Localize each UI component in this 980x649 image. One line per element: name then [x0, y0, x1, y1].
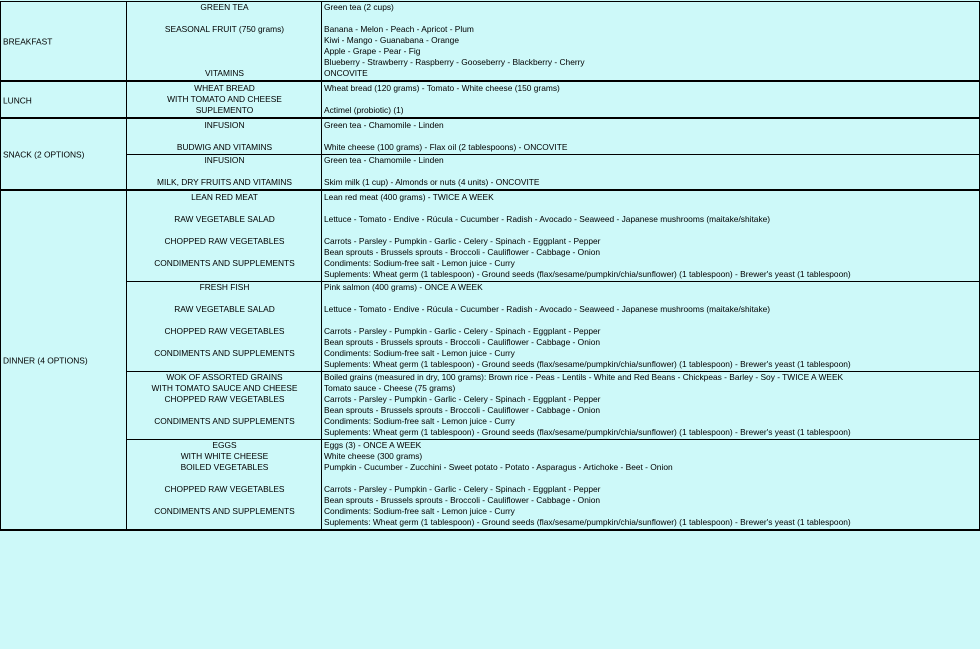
meal-name: SNACK (2 OPTIONS) [3, 149, 85, 160]
item-label: LEAN RED MEAT [191, 192, 258, 202]
item-label: WITH TOMATO SAUCE AND CHEESE [151, 383, 298, 393]
item-detail: White cheese (300 grams) [324, 451, 423, 461]
item-detail: Pumpkin - Cucumber - Zucchini - Sweet potato - Potato - Asparagus - Artichoke - Beet - Onion [324, 462, 673, 472]
item-label: BOILED VEGETABLES [180, 462, 269, 472]
item-detail: Condiments: Sodium-free salt - Lemon juice - Curry [324, 348, 515, 358]
item-label: MILK, DRY FRUITS AND VITAMINS [157, 177, 292, 187]
item-label: EGGS [212, 440, 237, 450]
item-detail: Actimel (probiotic) (1) [324, 105, 404, 115]
item-detail: Suplements: Wheat germ (1 tablespoon) - Ground seeds (flax/sesame/pumpkin/chia/sunflower) (1 tablespoon) - Brewer's yeast (1 tablespoon) [324, 517, 851, 527]
item-label: INFUSION [204, 155, 245, 165]
item-label: CHOPPED RAW VEGETABLES [164, 326, 285, 336]
item-detail: Carrots - Parsley - Pumpkin - Garlic - Celery - Spinach - Eggplant - Pepper [324, 394, 601, 404]
meal-separator-double [0, 81, 980, 82]
item-label: CHOPPED RAW VEGETABLES [164, 236, 285, 246]
item-label: WHEAT BREAD [194, 83, 255, 93]
item-label: CONDIMENTS AND SUPPLEMENTS [154, 506, 295, 516]
item-detail: Green tea - Chamomile - Linden [324, 120, 444, 130]
item-detail: Bean sprouts - Brussels sprouts - Broccoli - Cauliflower - Cabbage - Onion [324, 337, 601, 347]
item-detail: Carrots - Parsley - Pumpkin - Garlic - Celery - Spinach - Eggplant - Pepper [324, 326, 601, 336]
item-label: GREEN TEA [200, 2, 249, 12]
item-detail: Skim milk (1 cup) - Almonds or nuts (4 units) - ONCOVITE [324, 177, 540, 187]
meal-name: DINNER (4 OPTIONS) [3, 355, 88, 366]
item-label: INFUSION [204, 120, 245, 130]
item-label: RAW VEGETABLE SALAD [174, 214, 275, 224]
left-border [0, 1, 1, 531]
item-label: CONDIMENTS AND SUPPLEMENTS [154, 348, 295, 358]
item-detail: Carrots - Parsley - Pumpkin - Garlic - Celery - Spinach - Eggplant - Pepper [324, 484, 601, 494]
item-label: SEASONAL FRUIT (750 grams) [164, 24, 285, 34]
item-detail: Condiments: Sodium-free salt - Lemon juice - Curry [324, 506, 515, 516]
item-detail: Green tea - Chamomile - Linden [324, 155, 444, 165]
item-detail: Lean red meat (400 grams) - TWICE A WEEK [324, 192, 494, 202]
item-detail: Bean sprouts - Brussels sprouts - Broccoli - Cauliflower - Cabbage - Onion [324, 405, 601, 415]
item-label: WITH WHITE CHEESE [180, 451, 269, 461]
item-detail: Wheat bread (120 grams) - Tomato - White cheese (150 grams) [324, 83, 560, 93]
item-detail: Carrots - Parsley - Pumpkin - Garlic - Celery - Spinach - Eggplant - Pepper [324, 236, 601, 246]
item-label: WOK OF ASSORTED GRAINS [166, 372, 283, 382]
item-label: VITAMINS [205, 68, 244, 78]
item-label: BUDWIG AND VITAMINS [176, 142, 273, 152]
item-label: RAW VEGETABLE SALAD [174, 304, 275, 314]
meal-separator-double [0, 118, 980, 119]
item-detail: Apple - Grape - Pear - Fig [324, 46, 421, 56]
item-detail: Condiments: Sodium-free salt - Lemon juice - Curry [324, 258, 515, 268]
item-detail: Tomato sauce - Cheese (75 grams) [324, 383, 456, 393]
item-detail: Blueberry - Strawberry - Raspberry - Gooseberry - Blackberry - Cherry [324, 57, 585, 67]
item-label: CHOPPED RAW VEGETABLES [164, 394, 285, 404]
item-detail: Condiments: Sodium-free salt - Lemon juice - Curry [324, 416, 515, 426]
item-label: SUPLEMENTO [195, 105, 254, 115]
item-label: CONDIMENTS AND SUPPLEMENTS [154, 258, 295, 268]
item-label: CONDIMENTS AND SUPPLEMENTS [154, 416, 295, 426]
item-detail: Lettuce - Tomato - Endive - Rúcula - Cucumber - Radish - Avocado - Seaweed - Japanese mushrooms (maitake/shitake) [324, 304, 771, 314]
item-detail: Kiwi - Mango - Guanabana - Orange [324, 35, 460, 45]
item-detail: ONCOVITE [324, 68, 368, 78]
item-detail: Eggs (3) - ONCE A WEEK [324, 440, 422, 450]
item-detail: Suplements: Wheat germ (1 tablespoon) - Ground seeds (flax/sesame/pumpkin/chia/sunflower) (1 tablespoon) - Brewer's yeast (1 tablespoon) [324, 427, 851, 437]
meal-name: LUNCH [3, 95, 32, 105]
item-label: WITH TOMATO AND CHEESE [167, 94, 282, 104]
meal-separator-double [0, 190, 980, 191]
item-label: CHOPPED RAW VEGETABLES [164, 484, 285, 494]
item-detail: Banana - Melon - Peach - Apricot - Plum [324, 24, 474, 34]
item-detail: White cheese (100 grams) - Flax oil (2 tablespoons) - ONCOVITE [324, 142, 568, 152]
item-detail: Bean sprouts - Brussels sprouts - Broccoli - Cauliflower - Cabbage - Onion [324, 247, 601, 257]
item-detail: Lettuce - Tomato - Endive - Rúcula - Cucumber - Radish - Avocado - Seaweed - Japanese mushrooms (maitake/shitake) [324, 214, 771, 224]
item-detail: Boiled grains (measured in dry, 100 grams): Brown rice - Peas - Lentils - White and Red Beans - Chickpeas - Barley - Soy - TWICE A WEEK [324, 372, 844, 382]
item-detail: Pink salmon (400 grams) - ONCE A WEEK [324, 282, 483, 292]
meal-name: BREAKFAST [3, 36, 53, 46]
item-label: FRESH FISH [199, 282, 250, 292]
item-detail: Suplements: Wheat germ (1 tablespoon) - Ground seeds (flax/sesame/pumpkin/chia/sunflower) (1 tablespoon) - Brewer's yeast (1 tablespoon) [324, 359, 851, 369]
meal-separator-double [0, 530, 980, 531]
item-detail: Suplements: Wheat germ (1 tablespoon) - Ground seeds (flax/sesame/pumpkin/chia/sunflower) (1 tablespoon) - Brewer's yeast (1 tablespoon) [324, 269, 851, 279]
item-detail: Green tea (2 cups) [324, 2, 394, 12]
item-detail: Bean sprouts - Brussels sprouts - Broccoli - Cauliflower - Cabbage - Onion [324, 495, 601, 505]
